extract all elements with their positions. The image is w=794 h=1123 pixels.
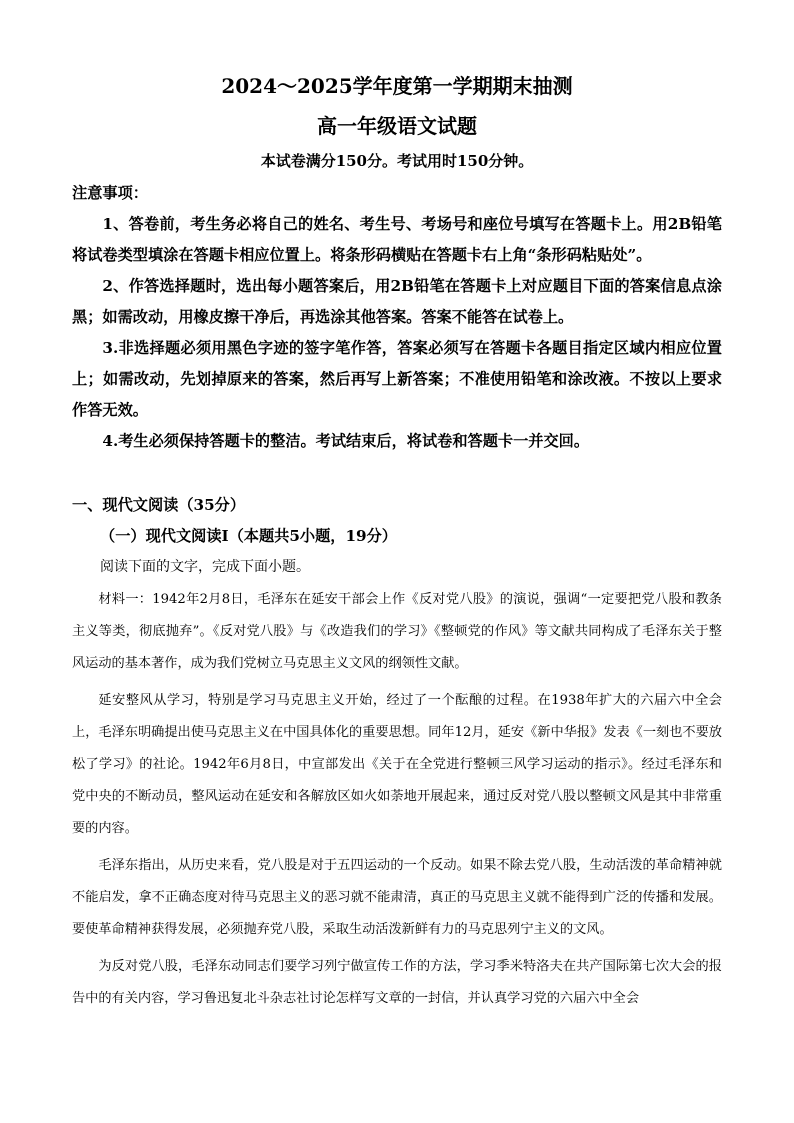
passage-paragraph: 延安整风从学习，特别是学习马克思主义开始，经过了一个酝酿的过程。在1938年扩大的六届六中全会上，毛泽东明确提出使马克思主义在中国具体化的重要思想。同年12月，延安《新中华报》发表《一刻也不要放松了学习》的社论。1942年6月8日，中宣部发出《关于在全党进行整顿三风学习运动的指示》。经过毛泽东和党中央的不断动员，整风运动在延安和各解放区如火如荼地开展起来，通过反对党八股以整顿文风是其中非常重要的内容。: [72, 693, 722, 836]
reading-instruction: 阅读下面的文字，完成下面小题。: [100, 559, 310, 575]
exam-meta: 本试卷满分150分。考试用时150分钟。: [260, 152, 534, 170]
notice-item: 4.考生必须保持答题卡的整洁。考试结束后，将试卷和答题卡一并交回。: [102, 432, 590, 450]
reading-passage: [72, 584, 722, 1020]
section-heading: 一、现代文阅读（35分）: [72, 496, 246, 514]
notice-list: [72, 209, 722, 457]
notice-item: 3.非选择题必须用黑色字迹的签字笔作答，答案必须写在答题卡各题目指定区域内相应位置上；如需改动，先划掉原来的答案，然后再写上新答案；不准使用铅笔和涂改液。不按以上要求作答无效。: [72, 339, 722, 419]
passage-paragraph: 毛泽东指出，从历史来看，党八股是对于五四运动的一个反动。如果不除去党八股，生动活泼的革命精神就不能启发，拿不正确态度对待马克思主义的恶习就不能肃清，真正的马克思主义就不能得到广泛的传播和发展。要使革命精神获得发展，必须抛弃党八股，采取生动活泼新鲜有力的马克思列宁主义的文风。: [72, 858, 722, 937]
notice-item: 1、答卷前，考生务必将自己的姓名、考生号、考场号和座位号填写在答题卡上。用2B铅笔将试卷类型填涂在答题卡相应位置上。将条形码横贴在答题卡右上角“条形码粘贴处”。: [72, 215, 722, 264]
passage-paragraph: 为反对党八股，毛泽东动同志们要学习列宁做宣传工作的方法，学习季米特洛夫在共产国际第七次大会的报告中的有关内容，学习鲁迅复北斗杂志社讨论怎样写文章的一封信，并认真学习党的六届六中全会: [72, 959, 722, 1006]
notice-heading: 注意事项：: [72, 184, 148, 202]
passage-paragraph: 材料一：1942年2月8日，毛泽东在延安干部会上作《反对党八股》的演说，强调“一定要把党八股和教条主义等类，彻底抛弃”。《反对党八股》与《改造我们的学习》《整顿党的作风》等文献共同构成了毛泽东关于整风运动的基本著作，成为我们党树立马克思主义文风的纲领性文献。: [72, 592, 722, 671]
exam-subtitle: 高一年级语文试题: [317, 114, 477, 138]
exam-title: 2024～2025学年度第一学期期末抽测: [221, 74, 573, 98]
notice-item: 2、作答选择题时，选出每小题答案后，用2B铅笔在答题卡上对应题目下面的答案信息点涂黑；如需改动，用橡皮擦干净后，再选涂其他答案。答案不能答在试卷上。: [72, 277, 722, 326]
subsection-heading: （一）现代文阅读Ⅰ（本题共5小题，19分）: [100, 527, 397, 545]
